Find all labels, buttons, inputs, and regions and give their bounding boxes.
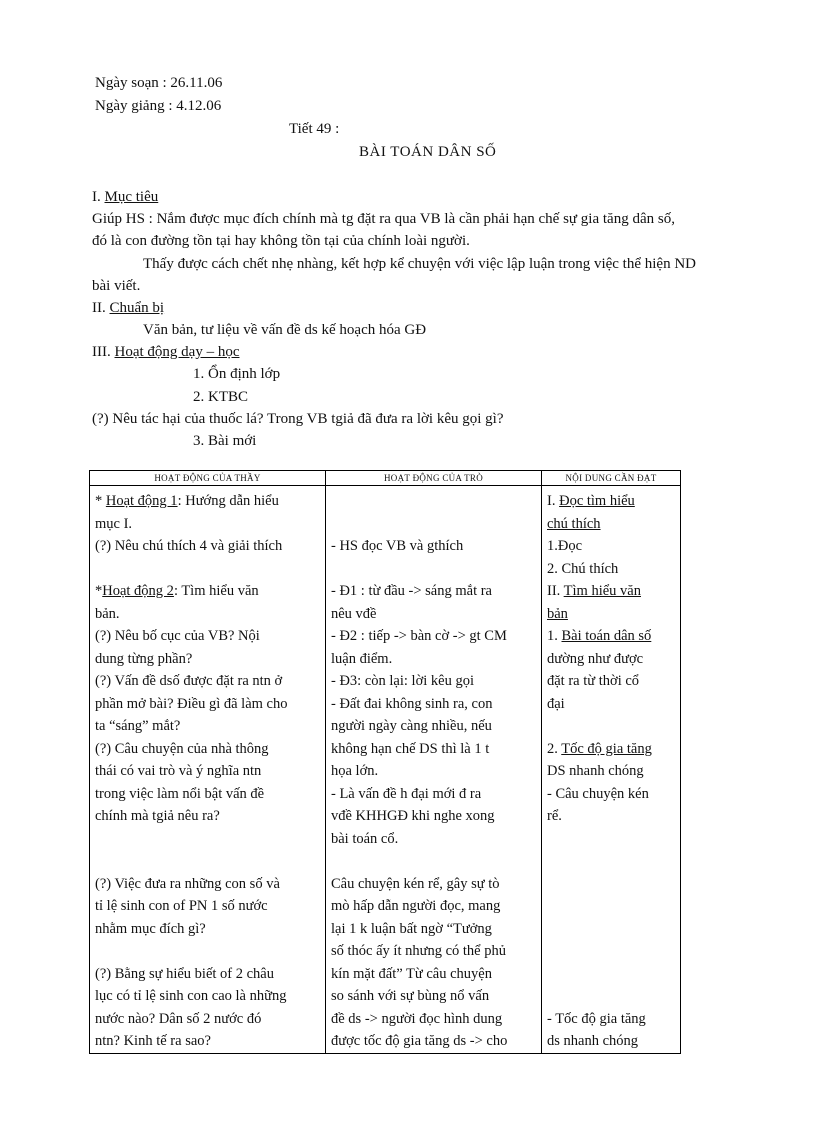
content-line: DS nhanh chóng (547, 763, 644, 779)
teacher-line (95, 850, 321, 873)
student-line: - Là vấn đề h đại mới đ ra (331, 785, 482, 802)
content-line: bản (547, 605, 568, 622)
section-3-title: Hoạt động dạy – học (114, 344, 240, 360)
teacher-line: tỉ lệ sinh con of PN 1 số nước (95, 898, 268, 914)
student-line: mò hấp dẫn người đọc, mang (331, 898, 501, 914)
content-line: ds nhanh chóng (547, 1033, 639, 1049)
bullet: * (95, 493, 106, 509)
content-line: dường như được (547, 650, 644, 667)
content-line (547, 580, 676, 603)
student-line: người ngày càng nhiều, nếu (331, 718, 492, 734)
content-line (547, 963, 676, 986)
student-line: nêu vđề (331, 605, 377, 622)
student-line: vđề KHHGĐ khi nghe xong (331, 808, 495, 824)
step-3: 3. Bài mới (193, 433, 257, 449)
activity-1-text: : Hướng dẫn hiểu (177, 493, 279, 509)
content-line (547, 850, 676, 873)
objective-line-4: bài viết. (92, 278, 141, 294)
teacher-line: chính mà tgiả nêu ra? (95, 808, 220, 824)
student-line (331, 490, 537, 513)
student-line (331, 850, 537, 873)
content-line: 2. Chú thích (547, 560, 619, 577)
content-number: I. (547, 493, 560, 509)
lesson-table (89, 470, 681, 1054)
teacher-line: (?) Vấn đề dsố được đặt ra ntn ở (95, 673, 283, 689)
step-1: 1. Ổn định lớp (193, 366, 281, 382)
section-1-heading (92, 186, 158, 208)
content-line: đại (547, 695, 565, 712)
student-line: Câu chuyện kén rể, gây sự tò (331, 875, 500, 892)
content-heading: Bài toán dân số (561, 628, 652, 644)
content-line (547, 490, 676, 513)
student-line (331, 513, 537, 536)
content-line: đặt ra từ thời cổ (547, 673, 640, 689)
content-line: - Tốc độ gia tăng (547, 1010, 646, 1027)
teacher-line: bản. (95, 605, 120, 622)
teacher-line (95, 580, 321, 603)
student-line: bài toán cổ. (331, 830, 399, 847)
activity-2-label: Hoạt động 2 (102, 583, 174, 599)
section-3-heading (92, 341, 239, 363)
teacher-line: ta “sáng” mắt? (95, 718, 181, 734)
section-2-title: Chuẩn bị (109, 300, 165, 316)
teacher-line: thái có vai trò và ý nghĩa ntn (95, 763, 262, 779)
student-line: - HS đọc VB và gthích (331, 538, 464, 554)
teacher-line: nước nào? Dân số 2 nước đó (95, 1010, 262, 1027)
teacher-line (95, 940, 321, 963)
content-heading: Đọc tìm hiểu (559, 493, 635, 509)
objective-line-3: Thấy được cách chết nhẹ nhàng, kết hợp kể chuyện với việc lập luận trong việc thể hiện ND (143, 256, 696, 272)
teacher-line: trong việc làm nổi bật vấn đề (95, 785, 265, 802)
review-question: (?) Nêu tác hại của thuốc lá? Trong VB tgiả đã đưa ra lời kêu gọi gì? (92, 411, 504, 427)
header-content: NỘI DUNG CẦN ĐẠT (542, 471, 681, 486)
content-number: 2. (547, 740, 562, 757)
preparation-line: Văn bản, tư liệu về vấn đề ds kế hoạch hóa GĐ (143, 322, 427, 338)
student-line: lại 1 k luận bất ngờ “Tưởng (331, 920, 492, 937)
student-line: được tốc độ gia tăng ds -> cho (331, 1033, 508, 1049)
content-line (547, 828, 676, 851)
teacher-line: nhằm mục đích gì? (95, 920, 206, 937)
student-line: - Đ1 : từ đầu -> sáng mắt ra (331, 583, 492, 599)
header-teacher-activity: HOẠT ĐỘNG CỦA THẦY (90, 471, 326, 486)
teacher-line (95, 490, 321, 513)
content-number: 1. (547, 628, 562, 644)
content-line (547, 738, 676, 761)
teacher-line (95, 558, 321, 581)
teacher-line: lục có tỉ lệ sinh con cao là những (95, 988, 287, 1004)
section-3-number: III. (92, 344, 115, 360)
content-heading: Tốc độ gia tăng (561, 740, 652, 757)
teacher-line: (?) Nêu bố cục của VB? Nội (95, 628, 260, 644)
student-line: - Đ3: còn lại: lời kêu gọi (331, 673, 474, 689)
content-line: - Câu chuyện kén (547, 785, 649, 802)
section-1-number: I. (92, 189, 105, 205)
content-line: rể. (547, 808, 562, 824)
student-line: họa lớn. (331, 763, 379, 779)
student-line: - Đ2 : tiếp -> bàn cờ -> gt CM (331, 628, 507, 644)
student-line (331, 558, 537, 581)
student-line: số thóc ấy ít nhưng có thể phủ (331, 943, 506, 959)
page-title: BÀI TOÁN DÂN SỐ (359, 144, 497, 160)
header-student-activity: HOẠT ĐỘNG CỦA TRÒ (326, 471, 542, 486)
section-2-heading (92, 297, 164, 319)
content-line (547, 940, 676, 963)
teacher-line (95, 828, 321, 851)
content-heading: Tìm hiểu văn (563, 583, 641, 599)
student-line: không hạn chế DS thì là 1 t (331, 740, 490, 757)
content-line (547, 625, 676, 648)
content-line: chú thích (547, 515, 601, 532)
student-line: - Đất đai không sinh ra, con (331, 695, 493, 712)
teacher-line: dung từng phần? (95, 650, 193, 667)
objective-line-2: đó là con đường tồn tại hay không tồn tại của chính loài người. (92, 233, 470, 249)
content-line (547, 895, 676, 918)
content-line (547, 873, 676, 896)
content-line: 1.Đọc (547, 538, 583, 554)
section-1-title: Mục tiêu (104, 189, 159, 205)
content-cell (542, 486, 681, 1054)
teacher-line: (?) Việc đưa ra những con số và (95, 875, 280, 892)
teacher-line: (?) Nêu chú thích 4 và giải thích (95, 538, 283, 554)
teacher-activity-cell (90, 486, 326, 1054)
student-activity-cell (326, 486, 542, 1054)
activity-2-text: : Tìm hiểu văn (173, 583, 259, 599)
content-line (547, 985, 676, 1008)
teacher-line: ntn? Kinh tế ra sao? (95, 1033, 211, 1049)
teacher-line: (?) Câu chuyện của nhà thông (95, 740, 269, 757)
ngay-giang: Ngày giảng : 4.12.06 (95, 98, 222, 114)
section-2-number: II. (92, 300, 110, 316)
student-line: kín mặt đất” Từ câu chuyện (331, 965, 492, 982)
step-2: 2. KTBC (193, 389, 249, 405)
content-line (547, 918, 676, 941)
content-line (547, 715, 676, 738)
ngay-soan: Ngày soạn : 26.11.06 (95, 75, 223, 91)
content-number: II. (547, 583, 564, 599)
student-line: luận điểm. (331, 650, 393, 667)
teacher-line: phần mở bài? Điều gì đã làm cho (95, 695, 288, 712)
bullet: * (95, 583, 103, 599)
teacher-line: (?) Bằng sự hiểu biết of 2 châu (95, 965, 274, 982)
objective-line-1: Giúp HS : Nắm được mục đích chính mà tg đặt ra qua VB là cần phải hạn chế sự gia tăng dân số, (92, 211, 675, 227)
student-line: đề ds -> người đọc hình dung (331, 1010, 503, 1027)
tiet-number: Tiết 49 : (289, 121, 340, 137)
student-line: so sánh với sự bùng nổ vấn (331, 988, 490, 1004)
activity-1-label: Hoạt động 1 (105, 493, 178, 509)
teacher-line: mục I. (95, 515, 133, 532)
